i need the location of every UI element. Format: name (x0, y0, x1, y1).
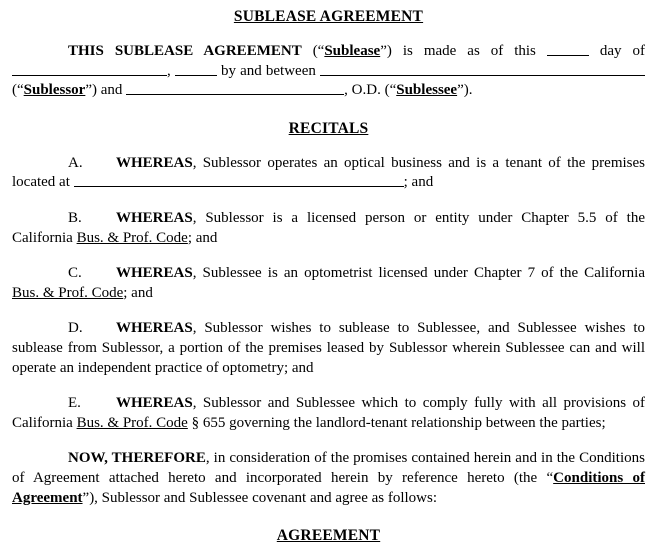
recital-code-ref-c: Bus. & Prof. Code (12, 284, 124, 301)
now-therefore-text-after: ”), Sublessor and Sublessee covenant and agree as follows: (82, 489, 438, 506)
spacer (12, 138, 645, 154)
agreement-heading (12, 527, 645, 545)
page-title (12, 8, 645, 26)
spacer (12, 303, 645, 319)
preamble-part1: (“ (312, 43, 325, 59)
blank-day[interactable] (547, 42, 589, 56)
recital-code-ref-b: Bus. & Prof. Code (76, 229, 188, 246)
recital-item-d (12, 319, 645, 378)
recital-text-a: , Sublessor operates an optical business and is a tenant of the premises located at (12, 154, 645, 191)
now-therefore-lead: NOW, THEREFORE (68, 450, 206, 467)
blank-sublessor-name[interactable] (320, 62, 645, 76)
preamble-part10: ”). (457, 82, 473, 99)
preamble-part8: and (100, 82, 123, 99)
recital-lead-b: WHEREAS (116, 209, 193, 226)
term-conditions-of-agreement: Conditions of Agreement (12, 469, 645, 506)
recital-item-b (12, 209, 645, 248)
spacer (12, 101, 645, 120)
recital-text-d: , Sublessor wishes to sublease to Sublessee, and Sublessee wishes to sublease from Sublessor, a portion of the premises leased by Sublessor wherein Sublessee can and will operate an independent practice of optometry; and (12, 320, 645, 376)
spacer (12, 378, 645, 394)
spacer (12, 433, 645, 449)
recital-lead-c: WHEREAS (116, 265, 193, 282)
preamble-part6: (“ (12, 82, 24, 99)
preamble-part4: , (167, 62, 171, 79)
blank-year[interactable] (175, 62, 217, 76)
recital-item-c (12, 264, 645, 303)
now-therefore-paragraph (12, 449, 645, 508)
recital-lead-a: WHEREAS (116, 154, 193, 171)
spacer (12, 248, 645, 264)
recital-item-e (12, 394, 645, 433)
page-title-text: SUBLEASE AGREEMENT (233, 8, 424, 25)
recitals-heading-text: RECITALS (288, 119, 369, 137)
recital-letter-d: D. (68, 320, 83, 337)
recital-text-b: , Sublessor is a licensed person or entity under Chapter 5.5 of the California (12, 209, 645, 246)
recitals-heading (12, 120, 645, 138)
term-sublessee: Sublessee (396, 82, 458, 99)
recital-text-b-after: ; and (187, 229, 218, 246)
now-therefore-text: , in consideration of the promises contained herein and in the Conditions of Agreement attached hereto and incorporated herein by reference hereto (the “ (12, 450, 645, 486)
recital-lead-e: WHEREAS (116, 395, 193, 412)
recital-text-e: , Sublessor and Sublessee which to comply fully with all provisions of California (12, 395, 645, 431)
term-sublease: Sublease (324, 43, 381, 59)
blank-premises-address[interactable] (74, 173, 404, 187)
recital-letter-a: A. (68, 154, 83, 171)
recital-item-a (12, 154, 645, 193)
term-sublessor: Sublessor (23, 82, 86, 99)
spacer (12, 193, 645, 209)
recital-lead-d: WHEREAS (116, 320, 193, 337)
preamble-paragraph (12, 42, 645, 101)
recital-letter-e: E. (68, 395, 81, 412)
recital-letter-b: B. (68, 209, 82, 226)
preamble-part7: ”) (85, 82, 97, 99)
recital-letter-c: C. (68, 265, 82, 282)
preamble-part2: ”) is made as of this (380, 43, 536, 59)
recital-text-e-after: § 655 governing the landlord-tenant relationship between the parties; (187, 414, 606, 431)
preamble-lead: THIS SUBLEASE AGREEMENT (68, 43, 302, 59)
blank-sublessee-name[interactable] (126, 81, 344, 95)
recital-text-a-after: ; and (403, 174, 434, 191)
blank-month[interactable] (12, 62, 167, 76)
recital-text-c: , Sublessee is an optometrist licensed under Chapter 7 of the California (192, 265, 645, 282)
preamble-part5: by and between (221, 62, 316, 79)
preamble-part9: , O.D. (“ (344, 82, 397, 99)
recital-text-c-after: ; and (123, 284, 153, 301)
spacer (12, 26, 645, 42)
preamble-part3: day of (599, 43, 646, 59)
spacer (12, 508, 645, 527)
recital-code-ref-e: Bus. & Prof. Code (76, 414, 188, 431)
agreement-heading-text: AGREEMENT (276, 527, 381, 545)
